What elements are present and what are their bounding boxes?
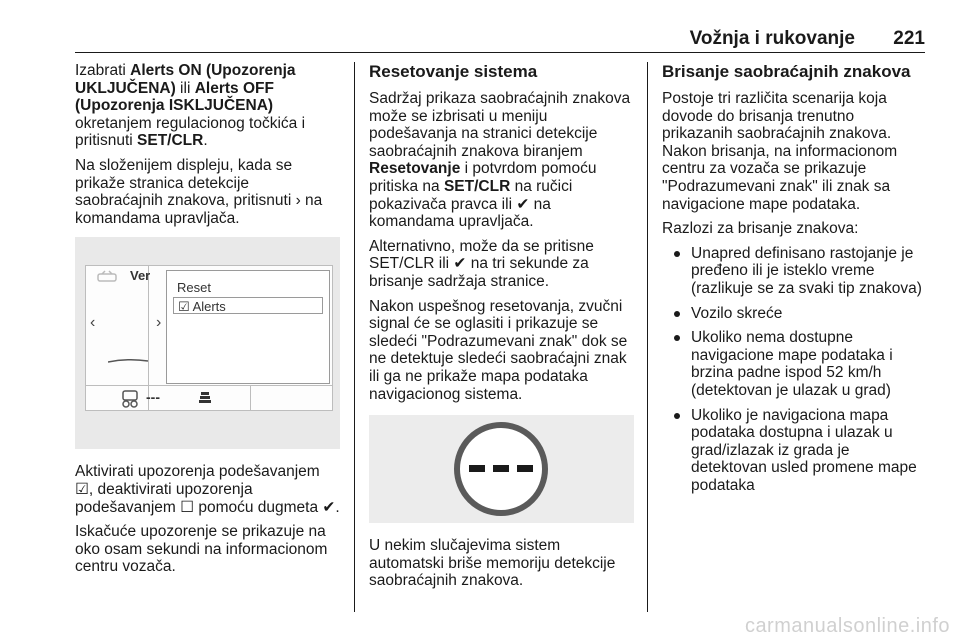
- paragraph-clear-reasons: Razlozi za brisanje znakova:: [662, 220, 859, 238]
- display-bottom-bar: [86, 385, 332, 411]
- column-divider: [647, 62, 648, 612]
- list-item: Ukoliko je navigaciona mapa podataka dostupna i ulazak u grad/izlazak iz grada je detektovan usled promene mape podataka: [662, 407, 927, 495]
- menu-item-reset[interactable]: Reset: [177, 280, 211, 296]
- paragraph-complex-display: Na složenijem displeju, kada se prikaže stranica detekcije saobraćajnih znakova, pritisnuti › na komandama upravljača.: [75, 156, 323, 227]
- column-1: [75, 62, 340, 583]
- chevron-left-icon: ‹: [90, 314, 96, 332]
- paragraph-auto-clear: U nekim slučajevima sistem automatski briše memoriju detekcije saobraćajnih znakova.: [369, 537, 616, 590]
- heading-clear-signs: Brisanje saobraćajnih znakova: [662, 62, 911, 81]
- lane-line-icon: [108, 358, 148, 364]
- check-icon: ✔: [516, 195, 530, 213]
- display-screen: [85, 265, 333, 411]
- car-icon: [96, 270, 126, 284]
- check-icon: ✔: [322, 498, 336, 516]
- reasons-list: [662, 245, 927, 495]
- column-divider: [354, 62, 355, 612]
- settings-menu: [166, 270, 330, 384]
- bar-divider: [250, 386, 251, 411]
- menu-ver-label: Ver: [130, 268, 151, 284]
- checkbox-empty-icon: ☐: [180, 498, 195, 516]
- chevron-right-icon: ›: [156, 314, 162, 332]
- menu-item-alerts[interactable]: ☑ Alerts: [173, 297, 323, 314]
- paragraph-popup: Iskačuće upozorenje se prikazuje na oko osam sekundi na informacionom centru vozača.: [75, 523, 328, 576]
- default-sign-icon: [451, 419, 551, 519]
- road-icon: [198, 391, 212, 405]
- list-item: Vozilo skreće: [662, 305, 927, 323]
- paragraph-alerts-select: Izabrati Alerts ON (Upozorenja UKLJUČENA) ili Alerts OFF (Upozorenja ISKLJUČENA) okretanjem regulacionog točkića i pritisnuti SET/CLR.: [75, 62, 306, 150]
- display-illustration: [75, 237, 340, 449]
- paragraph-reset-success: Nakon uspešnog resetovanja, zvučni signal će se oglasiti i prikazuje se sledeći "Podrazumevani znak" dok se ne detektuje sledeći saobraćajni znak ili ga ne prikaže mapa podataka navigacionog sistema.: [369, 297, 628, 403]
- watermark: carmanualsonline.info: [744, 615, 950, 637]
- display-dash-label: ---: [146, 389, 160, 406]
- list-item: Ukoliko nema dostupne navigacione mape podataka i brzina padne ispod 52 km/h (detektovan je ulazak u grad): [662, 329, 927, 399]
- paragraph-clear-scenarios: Postoje tri različita scenarija koja dovode do brisanja trenutno prikazanih saobraćajnih znakova. Nakon brisanja, na informacionom centru za vozača se prikazuje "Podrazumevani znak" ili znak sa navigacione mape podataka.: [662, 90, 898, 213]
- display-left-panel: [86, 266, 162, 385]
- heading-reset: Resetovanje sistema: [369, 62, 538, 81]
- traffic-sign-icon: [120, 389, 140, 409]
- section-title: Vožnja i rukovanje: [689, 28, 855, 49]
- checkbox-checked-icon: ☑: [178, 299, 190, 315]
- checkbox-checked-icon: ☑: [75, 480, 89, 498]
- check-icon: ✔: [453, 255, 467, 273]
- chevron-right-icon: ›: [295, 192, 301, 210]
- paragraph-reset-info: Sadržaj prikaza saobraćajnih znakova može se izbrisati u meniju podešavanja na stranici detekcije saobraćajnih znakova biranjem Resetovanje i potvrdom pomoću pritiska na SET/CLR na ručici pokazivača pravca ili ✔ na komandama upravljača.: [369, 90, 631, 231]
- paragraph-reset-alternative: Alternativno, može da se pritisne SET/CLR ili ✔ na tri sekunde za brisanje sadržaja stranice.: [369, 237, 594, 290]
- column-3: [662, 62, 927, 501]
- page-number: 221: [893, 28, 925, 49]
- default-sign-illustration: [369, 415, 634, 523]
- page-header: [75, 26, 925, 53]
- list-item: Unapred definisano rastojanje je pređeno ili je isteklo vreme (razlikuje se za svaki tip znakova): [662, 245, 927, 298]
- column-2: [369, 62, 634, 597]
- paragraph-activate-alerts: Aktivirati upozorenja podešavanjem ☑, deaktivirati upozorenja podešavanjem ☐ pomoću dugmeta ✔.: [75, 463, 340, 516]
